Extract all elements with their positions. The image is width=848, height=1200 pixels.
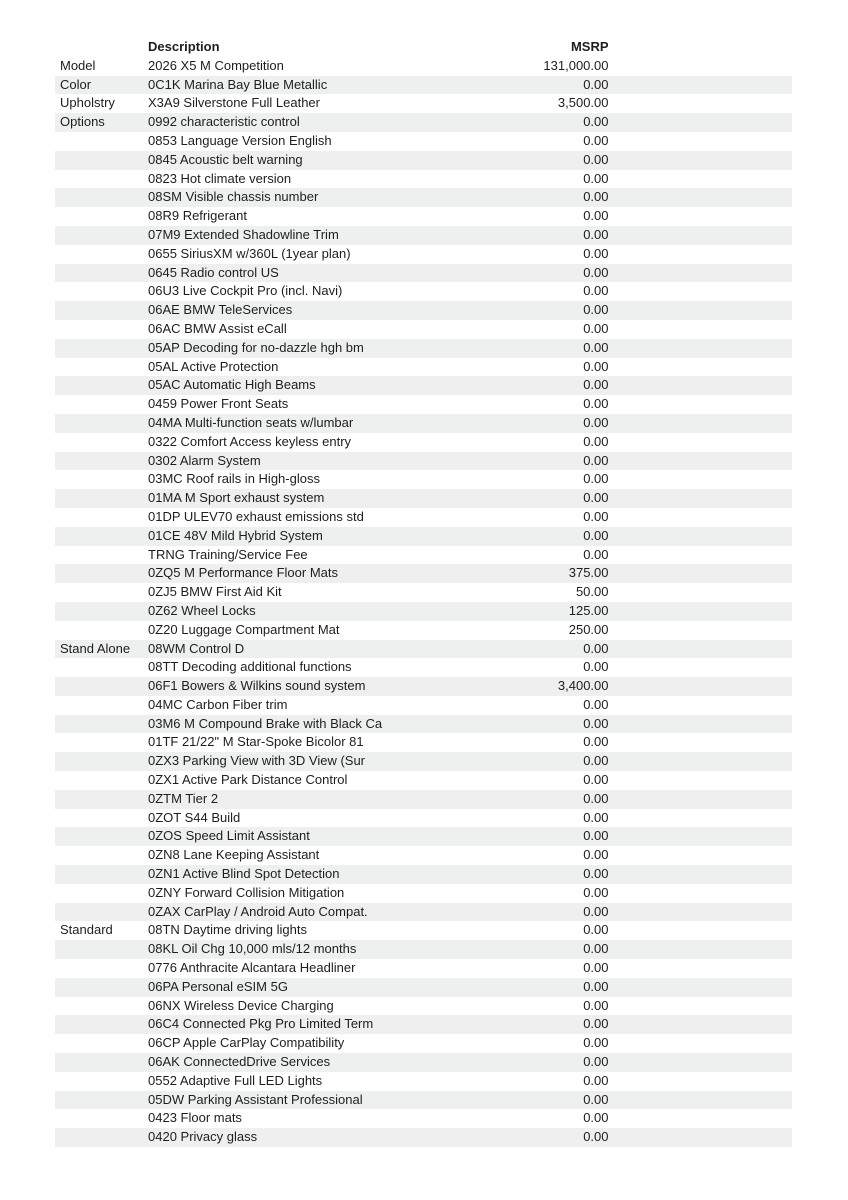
row-description: 03MC Roof rails in High-gloss — [148, 471, 320, 487]
row-category: Model — [60, 57, 96, 73]
column-header-msrp: MSRP — [570, 39, 609, 54]
row-description: 01CE 48V Mild Hybrid System — [148, 527, 323, 543]
row-msrp: 0.00 — [583, 339, 609, 355]
row-description: 03M6 M Compound Brake with Black Ca — [148, 715, 383, 731]
row-msrp: 0.00 — [583, 490, 609, 506]
row-msrp: 50.00 — [575, 584, 609, 600]
row-msrp: 0.00 — [583, 772, 609, 788]
row-msrp: 0.00 — [583, 414, 609, 430]
table-row — [55, 132, 792, 151]
row-msrp: 0.00 — [583, 1016, 609, 1032]
row-msrp: 0.00 — [583, 264, 609, 280]
row-description: 06PA Personal eSIM 5G — [148, 978, 288, 994]
row-description: 0Z62 Wheel Locks — [148, 602, 256, 618]
table-row — [55, 1091, 792, 1110]
row-description: 06AE BMW TeleServices — [148, 302, 293, 318]
table-row — [55, 602, 792, 621]
row-description: 0ZX1 Active Park Distance Control — [148, 772, 348, 788]
row-msrp: 0.00 — [583, 208, 609, 224]
table-row — [55, 733, 792, 752]
table-row — [55, 677, 792, 696]
row-description: 06F1 Bowers & Wilkins sound system — [148, 678, 366, 694]
row-msrp: 0.00 — [583, 302, 609, 318]
row-msrp: 0.00 — [583, 884, 609, 900]
table-row — [55, 57, 792, 76]
table-row — [55, 188, 792, 207]
row-category: Color — [60, 76, 92, 92]
table-row — [55, 489, 792, 508]
row-msrp: 0.00 — [583, 527, 609, 543]
table-row — [55, 827, 792, 846]
row-msrp: 0.00 — [583, 696, 609, 712]
row-description: 05AP Decoding for no-dazzle hgh bm — [148, 339, 364, 355]
row-description: 0Z20 Luggage Compartment Mat — [148, 621, 340, 637]
table-row — [55, 1053, 792, 1072]
table-row — [55, 715, 792, 734]
row-description: 0420 Privacy glass — [148, 1129, 258, 1145]
table-row — [55, 452, 792, 471]
table-row — [55, 470, 792, 489]
table-row — [55, 921, 792, 940]
table-row — [55, 546, 792, 565]
row-description: 2026 X5 M Competition — [148, 57, 284, 73]
table-row — [55, 264, 792, 283]
row-description: 06NX Wireless Device Charging — [148, 997, 334, 1013]
table-row — [55, 771, 792, 790]
row-description: 01DP ULEV70 exhaust emissions std — [148, 508, 364, 524]
row-description: 0992 characteristic control — [148, 114, 300, 130]
table-row — [55, 207, 792, 226]
row-category: Standard — [60, 922, 113, 938]
row-msrp: 0.00 — [583, 226, 609, 242]
table-row — [55, 865, 792, 884]
row-msrp: 0.00 — [583, 189, 609, 205]
row-msrp: 0.00 — [583, 978, 609, 994]
row-description: 0776 Anthracite Alcantara Headliner — [148, 960, 356, 976]
row-description: 0ZQ5 M Performance Floor Mats — [148, 565, 338, 581]
table-row — [55, 884, 792, 903]
table-row — [55, 170, 792, 189]
row-msrp: 0.00 — [583, 1129, 609, 1145]
table-row — [55, 1128, 792, 1147]
row-msrp: 0.00 — [583, 640, 609, 656]
row-description: 0552 Adaptive Full LED Lights — [148, 1072, 323, 1088]
row-msrp: 0.00 — [583, 76, 609, 92]
table-row — [55, 527, 792, 546]
table-row — [55, 1015, 792, 1034]
row-description: 04MA Multi-function seats w/lumbar — [148, 414, 354, 430]
row-description: 0ZTM Tier 2 — [148, 790, 219, 806]
table-row — [55, 282, 792, 301]
table-row — [55, 151, 792, 170]
table-row — [55, 809, 792, 828]
row-msrp: 0.00 — [583, 377, 609, 393]
row-msrp: 0.00 — [583, 151, 609, 167]
row-msrp: 0.00 — [583, 1035, 609, 1051]
row-description: 06CP Apple CarPlay Compatibility — [148, 1035, 345, 1051]
row-msrp: 0.00 — [583, 114, 609, 130]
table-row — [55, 339, 792, 358]
row-msrp: 0.00 — [583, 866, 609, 882]
row-description: 08SM Visible chassis number — [148, 189, 319, 205]
table-row — [55, 940, 792, 959]
table-row — [55, 76, 792, 95]
row-description: 0645 Radio control US — [148, 264, 279, 280]
table-row — [55, 1109, 792, 1128]
row-description: 01TF 21/22" M Star-Spoke Bicolor 81 — [148, 734, 364, 750]
table-row — [55, 640, 792, 659]
row-description: 0ZN1 Active Blind Spot Detection — [148, 866, 340, 882]
row-msrp: 0.00 — [583, 283, 609, 299]
row-msrp: 375.00 — [568, 565, 609, 581]
row-msrp: 0.00 — [583, 245, 609, 261]
row-msrp: 3,500.00 — [557, 95, 609, 111]
row-msrp: 250.00 — [568, 621, 609, 637]
table-row — [55, 320, 792, 339]
row-description: 05DW Parking Assistant Professional — [148, 1091, 363, 1107]
row-msrp: 0.00 — [583, 170, 609, 186]
row-msrp: 0.00 — [583, 828, 609, 844]
table-row — [55, 358, 792, 377]
table-header-row — [55, 38, 792, 57]
row-description: 06C4 Connected Pkg Pro Limited Term — [148, 1016, 374, 1032]
row-msrp: 0.00 — [583, 809, 609, 825]
row-msrp: 131,000.00 — [543, 57, 609, 73]
row-msrp: 0.00 — [583, 960, 609, 976]
table-row — [55, 658, 792, 677]
row-description: 05AL Active Protection — [148, 358, 279, 374]
table-row — [55, 846, 792, 865]
row-description: 0ZAX CarPlay / Android Auto Compat. — [148, 903, 368, 919]
table-row — [55, 1034, 792, 1053]
row-description: 01MA M Sport exhaust system — [148, 490, 325, 506]
row-description: 05AC Automatic High Beams — [148, 377, 316, 393]
row-description: X3A9 Silverstone Full Leather — [148, 95, 320, 111]
table-row — [55, 564, 792, 583]
row-msrp: 0.00 — [583, 790, 609, 806]
row-msrp: 0.00 — [583, 320, 609, 336]
row-msrp: 0.00 — [583, 847, 609, 863]
row-description: 06AC BMW Assist eCall — [148, 320, 287, 336]
row-description: 04MC Carbon Fiber trim — [148, 696, 288, 712]
row-msrp: 0.00 — [583, 997, 609, 1013]
row-description: 07M9 Extended Shadowline Trim — [148, 226, 339, 242]
row-description: 0423 Floor mats — [148, 1110, 242, 1126]
column-header-description: Description — [148, 39, 220, 54]
table-row — [55, 696, 792, 715]
row-description: 06U3 Live Cockpit Pro (incl. Navi) — [148, 283, 343, 299]
table-row — [55, 414, 792, 433]
row-description: 0322 Comfort Access keyless entry — [148, 433, 352, 449]
row-description: 0ZOT S44 Build — [148, 809, 241, 825]
row-description: 0823 Hot climate version — [148, 170, 292, 186]
table-row — [55, 978, 792, 997]
row-category: Options — [60, 114, 105, 130]
table-body — [55, 57, 792, 1147]
row-msrp: 0.00 — [583, 734, 609, 750]
table-row — [55, 301, 792, 320]
table-row — [55, 376, 792, 395]
table-row — [55, 790, 792, 809]
row-msrp: 0.00 — [583, 1072, 609, 1088]
row-description: 0ZN8 Lane Keeping Assistant — [148, 847, 320, 863]
row-description: TRNG Training/Service Fee — [148, 546, 308, 562]
row-description: 0ZOS Speed Limit Assistant — [148, 828, 310, 844]
row-msrp: 0.00 — [583, 903, 609, 919]
row-description: 0C1K Marina Bay Blue Metallic — [148, 76, 328, 92]
table-row — [55, 903, 792, 922]
row-description: 0ZJ5 BMW First Aid Kit — [148, 584, 282, 600]
row-description: 0655 SiriusXM w/360L (1year plan) — [148, 245, 351, 261]
row-msrp: 0.00 — [583, 941, 609, 957]
row-msrp: 0.00 — [583, 471, 609, 487]
row-msrp: 0.00 — [583, 132, 609, 148]
table-row — [55, 94, 792, 113]
vehicle-options-table — [55, 38, 792, 1147]
row-description: 06AK ConnectedDrive Services — [148, 1054, 331, 1070]
row-description: 0845 Acoustic belt warning — [148, 151, 303, 167]
table-row — [55, 752, 792, 771]
row-msrp: 125.00 — [568, 602, 609, 618]
row-description: 08WM Control D — [148, 640, 245, 656]
row-msrp: 0.00 — [583, 659, 609, 675]
row-msrp: 0.00 — [583, 922, 609, 938]
row-msrp: 0.00 — [583, 358, 609, 374]
row-msrp: 0.00 — [583, 396, 609, 412]
table-row — [55, 621, 792, 640]
row-msrp: 0.00 — [583, 546, 609, 562]
table-row — [55, 997, 792, 1016]
row-msrp: 0.00 — [583, 1054, 609, 1070]
row-msrp: 0.00 — [583, 753, 609, 769]
row-description: 0302 Alarm System — [148, 452, 261, 468]
table-row — [55, 583, 792, 602]
row-description: 0459 Power Front Seats — [148, 396, 289, 412]
table-row — [55, 395, 792, 414]
row-description: 08KL Oil Chg 10,000 mls/12 months — [148, 941, 357, 957]
row-description: 0ZX3 Parking View with 3D View (Sur — [148, 753, 366, 769]
row-msrp: 0.00 — [583, 433, 609, 449]
row-description: 0853 Language Version English — [148, 132, 332, 148]
table-row — [55, 433, 792, 452]
row-description: 08R9 Refrigerant — [148, 208, 247, 224]
row-description: 08TT Decoding additional functions — [148, 659, 352, 675]
row-msrp: 0.00 — [583, 715, 609, 731]
table-row — [55, 508, 792, 527]
row-msrp: 0.00 — [583, 508, 609, 524]
row-msrp: 0.00 — [583, 452, 609, 468]
table-row — [55, 226, 792, 245]
table-row — [55, 113, 792, 132]
table-row — [55, 245, 792, 264]
row-description: 08TN Daytime driving lights — [148, 922, 307, 938]
row-description: 0ZNY Forward Collision Mitigation — [148, 884, 345, 900]
row-msrp: 0.00 — [583, 1091, 609, 1107]
table-row — [55, 959, 792, 978]
row-msrp: 0.00 — [583, 1110, 609, 1126]
row-category: Stand Alone — [60, 640, 131, 656]
table-row — [55, 1072, 792, 1091]
row-msrp: 3,400.00 — [557, 678, 609, 694]
row-category: Upholstry — [60, 95, 115, 111]
